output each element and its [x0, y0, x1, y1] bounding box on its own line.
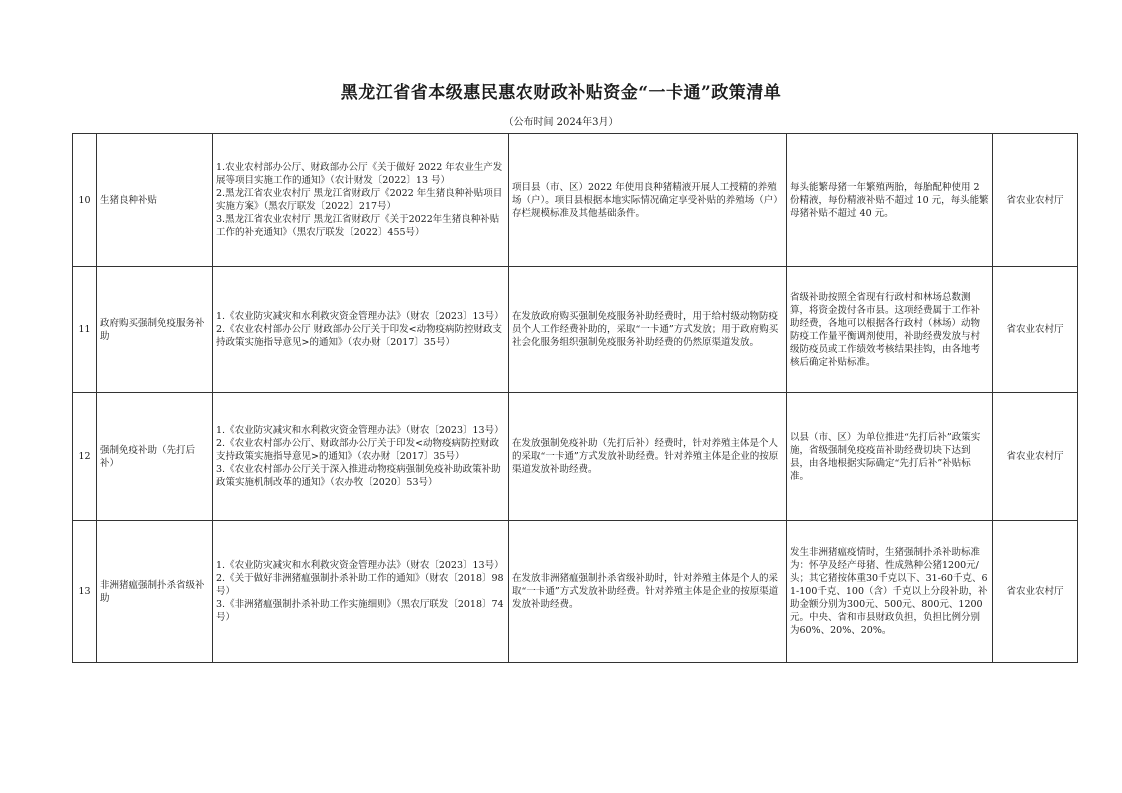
- policy-table: [72, 133, 1078, 663]
- subsidy-object: 在发放非洲猪瘟强制扑杀省级补助时，针对养殖主体是个人的采取“一卡通”方式发放补助经费。针对养殖主体是企业的按原渠道发放补助经费。: [509, 521, 787, 663]
- subsidy-standard: 省级补助按照全省现有行政村和林场总数测算，将资金拨付各市县。这项经费属于工作补助经费，各地可以根据各行政村（林场）动物防疫工作量平衡调剂使用，补助经费发放与村级防疫员或工作绩效考核结果挂钩，由各地考核后确定补贴标准。: [787, 267, 993, 393]
- page-title: 黑龙江省省本级惠民惠农财政补贴资金“一卡通”政策清单: [340, 83, 782, 103]
- row-number: 12: [73, 393, 97, 521]
- department: 省农业农村厅: [993, 267, 1078, 393]
- basis-item: 2.《关于做好非洲猪瘟强制扑杀补助工作的通知》（财农〔2018〕98号）: [216, 573, 504, 597]
- basis-item: 3.《非洲猪瘟强制扑杀补助工作实施细则》（黑农厅联发〔2018〕74号）: [216, 599, 504, 623]
- department: 省农业农村厅: [993, 393, 1078, 521]
- basis-item: 1.农业农村部办公厅、财政部办公厅《关于做好 2022 年农业生产发展等项目实施工作的通知》（农计财发〔2022〕13 号）: [216, 162, 503, 186]
- subsidy-name: 政府购买强制免疫服务补助: [97, 267, 213, 393]
- table-row: [73, 134, 1078, 267]
- subsidy-standard: 发生非洲猪瘟疫情时，生猪强制扑杀补助标准为：怀孕及经产母猪、性成熟种公猪1200元/头；其它猪按体重30千克以下、31-60千克、61-100千克、100（含）千克以上分段补助，补助金额分别为300元、500元、800元、1200元。中央、省和市县财政负担，负担比例分别为60%、20%、20%。: [787, 521, 993, 663]
- subsidy-standard: 每头能繁母猪一年繁殖两胎，每胎配种使用 2 份精液，每份精液补贴不超过 10 元，每头能繁母猪补贴不超过 40 元。: [787, 134, 993, 267]
- subsidy-name: 强制免疫补助（先打后补）: [97, 393, 213, 521]
- basis-item: 2.《农业农村部办公厅 财政部办公厅关于印发<动物疫病防控财政支持政策实施指导意见>的通知》（农办财〔2017〕35号）: [216, 324, 503, 348]
- publish-date: （公布时间 2024年3月）: [503, 117, 619, 128]
- row-number: 11: [73, 267, 97, 393]
- basis-item: 2.黑龙江省农业农村厅 黑龙江省财政厅《2022 年生猪良种补贴项目实施方案》（黑农厅联发〔2022〕217号）: [216, 188, 503, 212]
- basis-item: 3.黑龙江省农业农村厅 黑龙江省财政厅《关于2022年生猪良种补贴工作的补充通知》（黑农厅联发〔2022〕455号）: [216, 214, 500, 238]
- subsidy-name: 非洲猪瘟强制扑杀省级补助: [97, 521, 213, 663]
- department: 省农业农村厅: [993, 521, 1078, 663]
- basis-item: 1.《农业防灾减灾和水利救灾资金管理办法》（财农〔2023〕13号）: [216, 560, 504, 571]
- subsidy-name: 生猪良种补贴: [97, 134, 213, 267]
- policy-basis: [213, 134, 509, 267]
- basis-item: 1.《农业防灾减灾和水利救灾资金管理办法》（财农〔2023〕13号）: [216, 425, 504, 436]
- table-row: [73, 267, 1078, 393]
- subsidy-standard: 以县（市、区）为单位推进“先打后补”政策实施，省级强制免疫疫苗补助经费切块下达到县，由各地根据实际确定“先打后补”补贴标准。: [787, 393, 993, 521]
- basis-item: 3.《农业农村部办公厅关于深入推进动物疫病强制免疫补助政策补助政策实施机制改革的通知》（农办牧〔2020〕53号）: [216, 464, 501, 488]
- row-number: 13: [73, 521, 97, 663]
- table-row: [73, 393, 1078, 521]
- subsidy-object: 在发放政府购买强制免疫服务补助经费时，用于给村级动物防疫员个人工作经费补助的，采取“一卡通”方式发放；用于政府购买社会化服务组织强制免疫服务补助经费的仍然原渠道发放。: [509, 267, 787, 393]
- basis-item: 1.《农业防灾减灾和水利救灾资金管理办法》（财农〔2023〕13号）: [216, 311, 504, 322]
- policy-basis: [213, 393, 509, 521]
- basis-item: 2.《农业农村部办公厅、财政部办公厅关于印发<动物疫病防控财政支持政策实施指导意见>的通知》（农办财〔2017〕35号）: [216, 438, 500, 462]
- subsidy-object: 项目县（市、区）2022 年使用良种猪精液开展人工授精的养殖场（户）。项目县根据本地实际情况确定享受补贴的养殖场（户）存栏规模标准及其他基础条件。: [509, 134, 787, 267]
- row-number: 10: [73, 134, 97, 267]
- policy-basis: [213, 521, 509, 663]
- subsidy-object: 在发放强制免疫补助（先打后补）经费时，针对养殖主体是个人的采取“一卡通”方式发放补助经费。针对养殖主体是企业的按原渠道发放补助经费。: [509, 393, 787, 521]
- department: 省农业农村厅: [993, 134, 1078, 267]
- policy-basis: [213, 267, 509, 393]
- table-row: [73, 521, 1078, 663]
